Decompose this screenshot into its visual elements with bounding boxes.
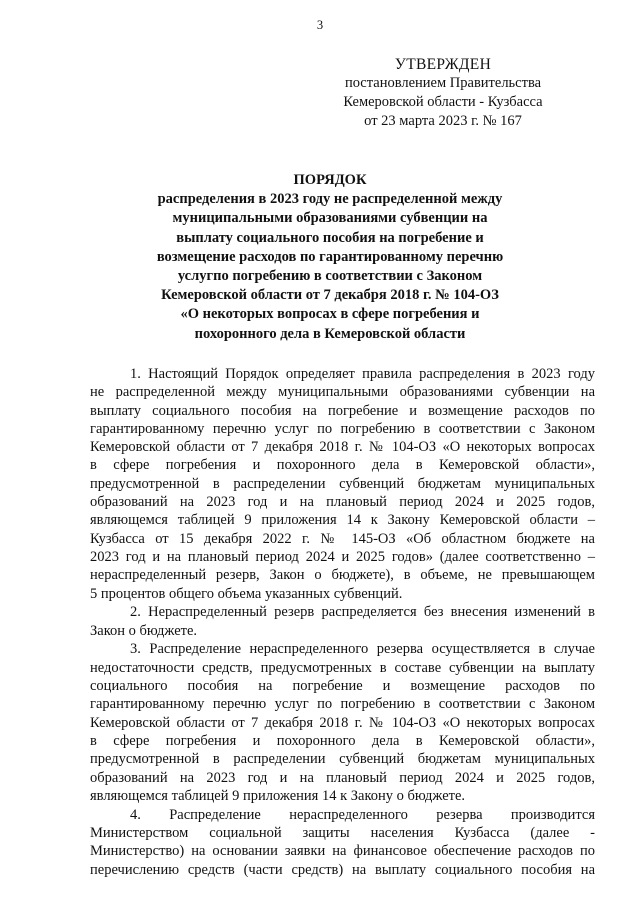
title-heading: ПОРЯДОК (293, 172, 367, 188)
text-line: 3. Распределение нераспределенного резерва осуществляется в случае (130, 641, 595, 658)
document-title (70, 171, 590, 344)
text-line: выплату социального пособия на погребение и возмещение расходов по (90, 402, 595, 419)
title-line: «О некоторых вопросах в сфере погребения и (180, 306, 480, 323)
paragraph-1 (90, 365, 595, 603)
title-line: распределения в 2023 году не распределенной между (157, 191, 503, 208)
text-line: гарантированному перечню услуг по погребению в соответствии с Законом (90, 420, 595, 437)
approval-line: постановлением Правительства (344, 75, 542, 91)
text-line: образований на 2023 год и на плановый период 2024 и 2025 годов, (90, 494, 595, 511)
document-body (90, 365, 595, 879)
text-line: в сфере погребения и похоронного дела в Кемеровской области», (90, 457, 595, 474)
approval-stamp: УТВЕРЖДЕН (394, 56, 492, 73)
text-line: 2. Нераспределенный резерв распределяется без внесения изменений в (130, 604, 595, 621)
paragraph-3 (90, 640, 595, 805)
title-line: возмещение расходов по гарантированному перечню (156, 248, 504, 265)
approval-line: от 23 марта 2023 г. № 167 (364, 113, 522, 129)
text-line: Закон о бюджете. (90, 622, 198, 639)
approval-block (318, 55, 568, 131)
text-line: гарантированному перечню услуг по погребению в соответствии с Законом (90, 696, 595, 713)
text-line: в сфере погребения и похоронного дела в Кемеровской области», (90, 732, 595, 749)
text-line: 5 процентов общего объема указанных субвенций. (90, 585, 403, 602)
title-line: выплату социального пособия на погребение и (176, 229, 484, 246)
paragraph-4 (90, 806, 595, 879)
title-line: муниципальными образованиями субвенции на (172, 210, 488, 227)
text-line: не распределенной между муниципальными образованиями субвенции на (90, 384, 595, 401)
text-line: 4. Распределение нераспределенного резерва производится (130, 806, 595, 823)
text-line: перечислению средств (части средств) на выплату социального пособия на (90, 861, 595, 878)
text-line: являющемся таблицей 9 приложения 14 к Закону Кемеровской области – (90, 512, 595, 529)
approval-line: Кемеровской области - Кузбасса (343, 94, 543, 110)
page-number: 3 (316, 18, 324, 32)
text-line: Кемеровской области от 7 декабря 2018 г. № 104-ОЗ «О некоторых вопросах (90, 439, 595, 456)
text-line: нераспределенный резерв, Закон о бюджете), в объеме, не превышающем (90, 567, 595, 584)
text-line: Кузбасса от 15 декабря 2022 г. № 145-ОЗ «Об областном бюджете на (90, 530, 595, 547)
title-line: Кемеровской области от 7 декабря 2018 г. № 104-ОЗ (161, 287, 499, 304)
text-line: Министерством социальной защиты населения Кузбасса (далее - (90, 824, 595, 841)
text-line: Кемеровской области от 7 декабря 2018 г. № 104-ОЗ «О некоторых вопросах (90, 714, 595, 731)
text-line: предусмотренной в распределении субвенций бюджетам муниципальных (90, 751, 595, 768)
text-line: недостаточности средств, предусмотренных в составе субвенции на выплату (90, 659, 595, 676)
text-line: образований на 2023 год и на плановый период 2024 и 2025 годов, (90, 769, 595, 786)
text-line: 1. Настоящий Порядок определяет правила распределения в 2023 году (130, 366, 595, 382)
text-line: Министерство) на основании заявки на финансовое обеспечение расходов по (90, 843, 595, 860)
title-line: услугпо погребению в соответствии с Законом (177, 268, 483, 285)
text-line: 2023 год и на плановый период 2024 и 2025 годов» (далее соответственно – (90, 548, 595, 565)
text-line: являющемся таблицей 9 приложения 14 к Закону о бюджете. (90, 787, 466, 804)
paragraph-2 (90, 603, 595, 640)
text-line: предусмотренной в распределении субвенций бюджетам муниципальных (90, 475, 595, 492)
title-line: похоронного дела в Кемеровской области (194, 325, 466, 342)
text-line: социального пособия на погребение и возмещение расходов по (90, 678, 595, 695)
